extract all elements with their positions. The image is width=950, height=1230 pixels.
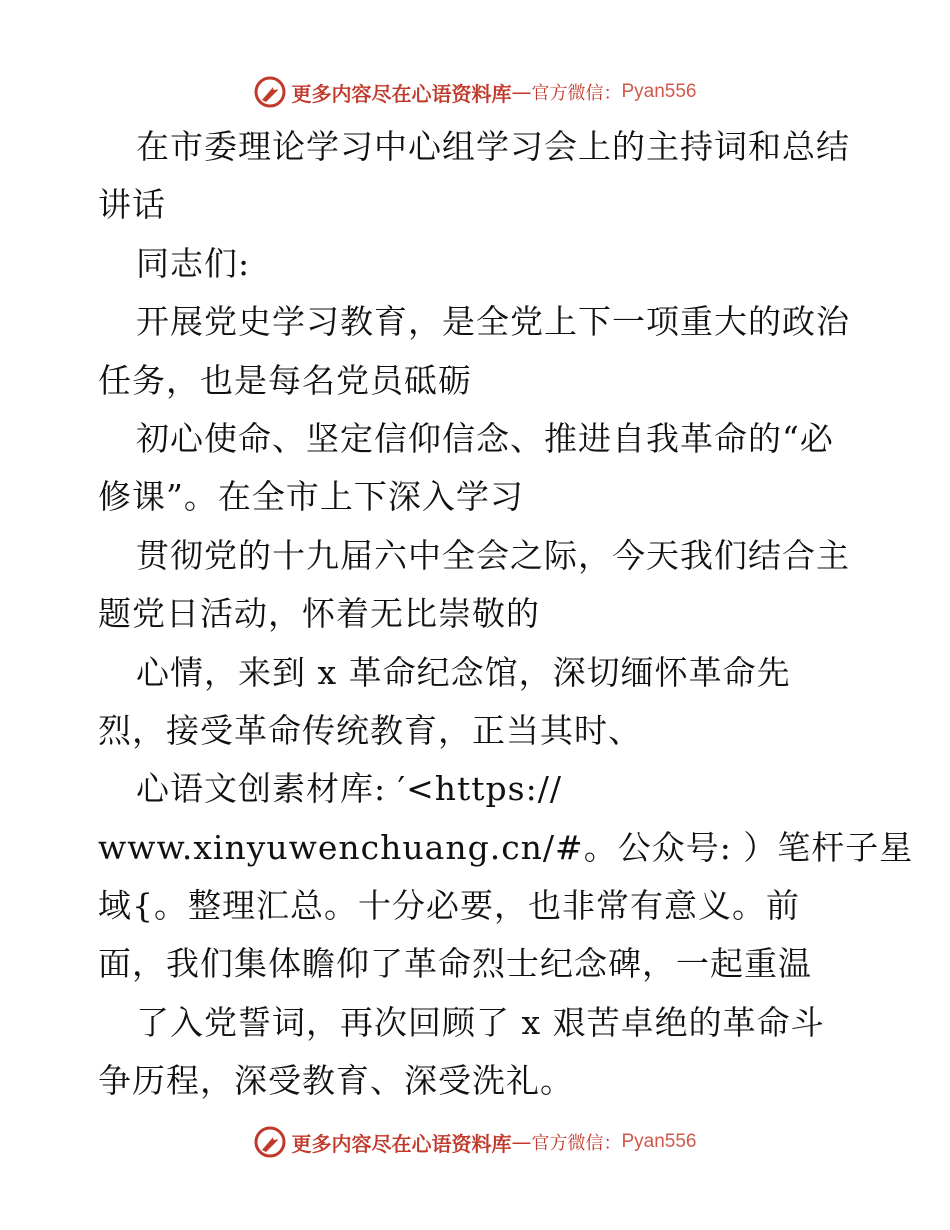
watermark-id: Pyan556 — [621, 81, 697, 102]
text-line: 烈，接受革命传统教育，正当其时、 — [98, 710, 642, 750]
text-line: www.xinyuwenchuang.cn/#。公众号: ）笔杆子星 — [98, 827, 914, 867]
watermark-label: 官方微信： — [531, 1133, 622, 1154]
watermark-footer — [0, 1122, 950, 1162]
pen-nib-logo-icon — [253, 1125, 287, 1159]
text-line: 心语文创素材库: ′<https:// — [136, 769, 562, 809]
text-line: 贯彻党的十九届六中全会之际，今天我们结合主 — [136, 535, 850, 575]
watermark-id: Pyan556 — [621, 1131, 697, 1152]
watermark-header — [0, 72, 950, 112]
text-line: 讲话 — [98, 185, 166, 225]
text-line: 在市委理论学习中心组学习会上的主持词和总结 — [136, 127, 850, 166]
text-line: 修课”。在全市上下深入学习 — [98, 477, 524, 517]
document-body — [98, 118, 914, 1111]
text-line: 域{。整理汇总。十分必要，也非常有意义。前 — [98, 886, 800, 926]
text-line: 任务，也是每名党员砥砺 — [98, 360, 472, 400]
watermark-separator: — — [511, 1130, 532, 1154]
text-line: 初心使命、坚定信仰信念、推进自我革命的“必 — [136, 418, 834, 458]
text-line: 争历程，深受教育、深受洗礼。 — [98, 1061, 574, 1101]
watermark-separator: — — [511, 80, 532, 104]
text-line: 开展党史学习教育，是全党上下一项重大的政治 — [136, 302, 850, 342]
pen-nib-logo-icon — [253, 75, 287, 109]
watermark-text: 更多内容尽在心语资料库 — [291, 1131, 512, 1156]
watermark-label: 官方微信： — [531, 83, 622, 104]
watermark-text: 更多内容尽在心语资料库 — [291, 81, 512, 106]
text-line: 了入党誓词，再次回顾了 x 艰苦卓绝的革命斗 — [136, 1002, 825, 1042]
text-line: 题党日活动，怀着无比崇敬的 — [98, 594, 540, 634]
text-line: 同志们: — [136, 243, 251, 283]
text-line: 心情，来到 x 革命纪念馆，深切缅怀革命先 — [136, 652, 791, 692]
text-line: 面，我们集体瞻仰了革命烈士纪念碑，一起重温 — [98, 944, 812, 984]
